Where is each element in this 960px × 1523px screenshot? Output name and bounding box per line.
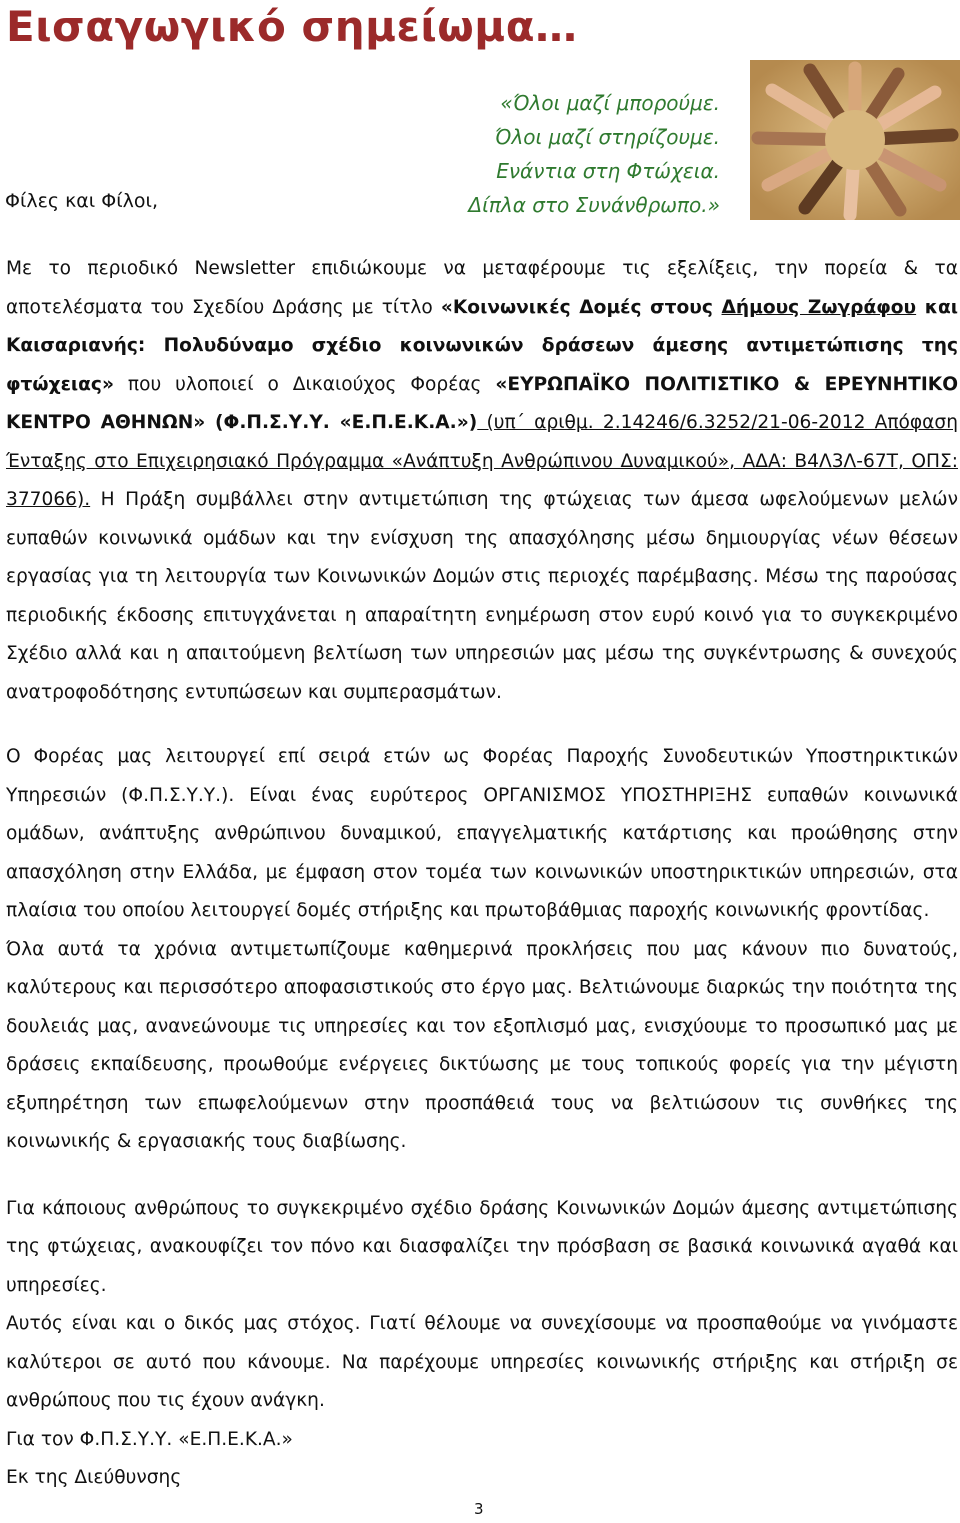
slogan: [400, 86, 720, 222]
signature-direction: Εκ της Διεύθυνσης: [6, 1467, 182, 1488]
greeting: Φίλες και Φίλοι,: [5, 190, 159, 212]
paragraph-text: που υλοποιεί ο Δικαιούχος Φορέας: [113, 373, 496, 395]
hands-circle-photo: [750, 60, 960, 220]
page-title: Εισαγωγικό σημείωμα…: [6, 2, 578, 51]
decision-reference: (υπ΄ αριθμ. 2.14246/6.3252/21-06-2012 Απόφαση Ένταξης στο Επιχειρησιακό Πρόγραμμα «Ανάπτυξη Ανθρώπινου Δυναμικού», ΑΔΑ: Β4Λ3Λ-67Τ, ΟΠΣ: 377066).: [6, 412, 959, 510]
paragraph-goal: Αυτός είναι και ο δικός μας στόχος. Γιατί θέλουμε να συνεχίσουμε να προσπαθούμε να γινόμαστε καλύτεροι σε αυτό που κάνουμε. Να παρέχουμε υπηρεσίες κοινωνικής στήριξης και στήριξη σε ανθρώπους που τις έχουν ανάγκη.: [6, 1313, 958, 1411]
signature-organization: Για τον Φ.Π.Σ.Υ.Υ. «Ε.Π.Ε.Κ.Α.»: [6, 1428, 293, 1450]
paragraph-text: Η Πράξη συμβάλλει στην αντιμετώπιση της φτώχειας των άμεσα ωφελούμενων μελών ευπαθών κοινωνικά ομάδων και την ενίσχυση της απασχόλησης μέσω δημιουργίας νέων θέσεων εργασίας για τη λειτουργία των Κοινωνικών Δομών στις περιοχές παρέμβασης. Μέσω της παρούσας περιοδικής έκδοσης επιτυγχάνεται η απαραίτητη ενημέρωση στον ευρύ κοινό για το συγκεκριμένο Σχέδιο αλλά και η απαιτούμενη βελτίωση των υπηρεσιών μας μέσω της συγκέντρωσης & συνεχούς ανατροφοδότησης εντυπώσεων και συμπερασμάτων.: [6, 489, 958, 703]
slogan-line: «Όλοι μαζί μπορούμε.: [500, 91, 720, 115]
paragraph-challenges: Όλα αυτά τα χρόνια αντιμετωπίζουμε καθημερινά προκλήσεις που μας κάνουν πιο δυνατούς, καλύτερους και περισσότερο αποφασιστικούς στο έργο μας. Βελτιώνουμε διαρκώς την ποιότητα της δουλειάς μας, ανανεώνουμε τις υπηρεσίες και τον εξοπλισμό μας, ενισχύουμε το προσωπικό μας με δράσεις εκπαίδευσης, προωθούμε ενέργειες δικτύωσης με τους τοπικούς φορείς για την μέγιστη εξυπηρέτηση των επωφελούμενων στην προσπάθειά τους να βελτιώσουν τις συνθήκες της κοινωνικής & εργασιακής τους διαβίωσης.: [6, 938, 958, 1152]
slogan-line: Ενάντια στη Φτώχεια.: [496, 159, 720, 183]
bold-underlined-text: Δήμους Ζωγράφου: [721, 296, 917, 318]
page-number: 3: [474, 1500, 484, 1518]
bold-text: και Καισαριανής: Πολυδύναμο σχέδιο κοινωνικών δράσεων άμεσης αντιμετώπισης της φτώχειας»: [6, 296, 958, 395]
paragraph-intro: [0, 250, 958, 712]
body-text: [0, 250, 958, 1498]
paragraph-support: Για κάποιους ανθρώπους το συγκεκριμένο σχέδιο δράσης Κοινωνικών Δομών άμεσης αντιμετώπισης της φτώχειας, ανακουφίζει τον πόνο και διασφαλίζει την πρόσβαση σε βασικά κοινωνικά αγαθά και υπηρεσίες.: [6, 1197, 958, 1296]
slogan-line: Όλοι μαζί στηρίζουμε.: [494, 125, 720, 149]
paragraph-text: Με το περιοδικό Newsletter επιδιώκουμε να μεταφέρουμε τις εξελίξεις, την πορεία & τα αποτελέσματα του Σχεδίου Δράσης με τίτλο: [6, 258, 958, 318]
slogan-line: Δίπλα στο Συνάνθρωπο.»: [468, 193, 720, 217]
bold-text: «Κοινωνικές Δομές στους: [440, 296, 722, 318]
paragraph-organization: Ο Φορέας μας λειτουργεί επί σειρά ετών ως Φορέας Παροχής Συνοδευτικών Υποστηρικτικών Υπηρεσιών (Φ.Π.Σ.Υ.Υ.). Είναι ένας ευρύτερος ΟΡΓΑΝΙΣΜΟΣ ΥΠΟΣΤΗΡΙΞΗΣ ευπαθών κοινωνικά ομάδων, ανάπτυξης ανθρώπινου δυναμικού, επαγγελματικής κατάρτισης και προώθησης στην απασχόληση στην Ελλάδα, με έμφαση στον τομέα των κοινωνικών υποστηρικτικών υπηρεσιών, στα πλαίσια του οποίου λειτουργεί δομές στήριξης και πρωτοβάθμιας παροχής κοινωνικής φροντίδας.: [6, 746, 958, 921]
bold-text: «ΕΥΡΩΠΑΪΚΟ ΠΟΛΙΤΙΣΤΙΚΟ & ΕΡΕΥΝΗΤΙΚΟ ΚΕΝΤΡΟ ΑΘΗΝΩΝ» (Φ.Π.Σ.Υ.Υ. «Ε.Π.Ε.Κ.Α.»): [6, 373, 958, 433]
